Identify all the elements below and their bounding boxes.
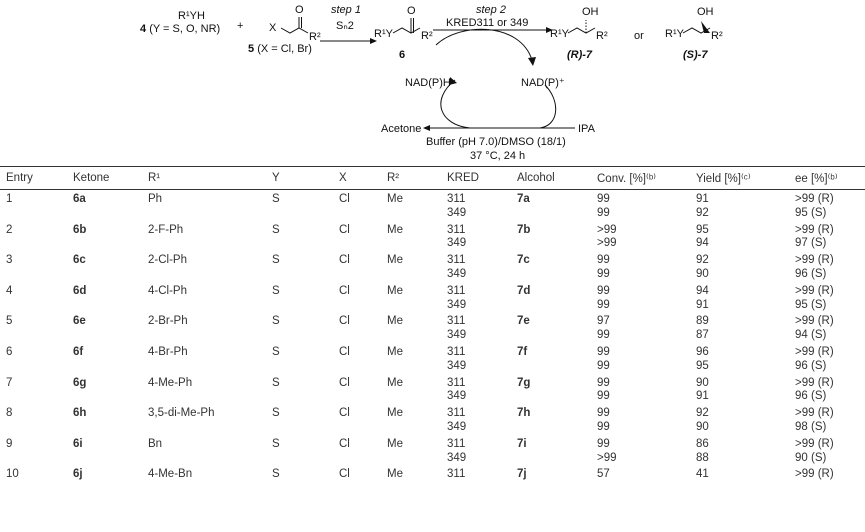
table-cell: 7 bbox=[6, 376, 13, 389]
table-cell: 349 bbox=[447, 267, 467, 280]
table-cell: >99 (R) bbox=[795, 223, 834, 236]
table-cell: Cl bbox=[339, 376, 350, 389]
halide-5-condition: (X = Cl, Br) bbox=[257, 43, 312, 55]
table-cell bbox=[67, 268, 142, 282]
table-row bbox=[0, 390, 865, 404]
table-cell: 6i bbox=[73, 437, 83, 450]
table-row bbox=[0, 343, 865, 360]
results-table bbox=[0, 166, 865, 482]
table-cell bbox=[511, 390, 591, 404]
table-row bbox=[0, 268, 865, 282]
table-cell: Bn bbox=[148, 437, 163, 450]
step1-label: step 1 bbox=[331, 4, 361, 16]
table-cell bbox=[381, 207, 441, 221]
table-cell bbox=[266, 207, 333, 221]
table-cell: Cl bbox=[339, 468, 350, 481]
table-cell bbox=[511, 237, 591, 251]
table-cell: 99 bbox=[597, 329, 610, 342]
table-cell: 99 bbox=[597, 298, 610, 311]
table-cell: 91 bbox=[696, 298, 709, 311]
table-cell: S bbox=[272, 468, 280, 481]
table-cell: 10 bbox=[6, 468, 19, 481]
table-cell: 91 bbox=[696, 390, 709, 403]
table-cell: S bbox=[272, 315, 280, 328]
table-cell: Me bbox=[387, 223, 403, 236]
table-cell: 7i bbox=[517, 437, 527, 450]
alcohol-r-r1y: R¹Y bbox=[550, 28, 569, 40]
column-header: KRED bbox=[441, 167, 511, 190]
table-row bbox=[0, 465, 865, 482]
table-cell: >99 (R) bbox=[795, 284, 834, 297]
table-cell: S bbox=[272, 193, 280, 205]
halide-oxygen: O bbox=[295, 4, 304, 16]
table-cell bbox=[67, 329, 142, 343]
table-cell: 4-Cl-Ph bbox=[148, 284, 187, 297]
table-cell bbox=[0, 329, 67, 343]
table-cell bbox=[142, 390, 266, 404]
table-cell: 99 bbox=[597, 390, 610, 403]
table-cell: 94 bbox=[696, 237, 709, 250]
table-row bbox=[0, 329, 865, 343]
table-cell: 311 bbox=[447, 193, 466, 205]
table-cell: S bbox=[272, 407, 280, 420]
table-cell bbox=[142, 299, 266, 313]
table-cell: 6c bbox=[73, 254, 86, 267]
table-cell: 94 (S) bbox=[795, 329, 827, 342]
table-cell: 91 bbox=[696, 193, 709, 205]
table-row bbox=[0, 282, 865, 299]
table-row bbox=[0, 221, 865, 238]
table-cell: >99 (R) bbox=[795, 407, 834, 420]
table-cell: >99 (R) bbox=[795, 193, 834, 205]
table-cell: 6b bbox=[73, 223, 87, 236]
table-cell bbox=[266, 329, 333, 343]
table-cell: 4-Me-Bn bbox=[148, 468, 193, 481]
table-cell bbox=[333, 299, 381, 313]
table-cell: >99 (R) bbox=[795, 376, 834, 389]
acetone-label: Acetone bbox=[381, 123, 422, 135]
table-cell bbox=[381, 452, 441, 466]
table-cell: 88 bbox=[696, 451, 709, 464]
table-cell bbox=[142, 421, 266, 435]
table-cell: S bbox=[272, 345, 280, 358]
table-cell: 7j bbox=[517, 468, 527, 481]
table-row bbox=[0, 251, 865, 268]
column-header: Conv. [%]⁽ᵇ⁾ bbox=[591, 167, 690, 190]
table-cell: 95 (S) bbox=[795, 206, 827, 219]
table-cell bbox=[333, 421, 381, 435]
table-cell bbox=[333, 268, 381, 282]
table-cell bbox=[333, 452, 381, 466]
table-cell bbox=[381, 299, 441, 313]
table-cell: 99 bbox=[597, 254, 610, 267]
table-cell: S bbox=[272, 254, 280, 267]
table-cell: 99 bbox=[597, 193, 610, 205]
alcohol-r-r2: R² bbox=[596, 30, 608, 42]
halide-5-number: 5 bbox=[248, 43, 255, 55]
table-row bbox=[0, 190, 865, 207]
table-cell: 3,5-di-Me-Ph bbox=[148, 407, 215, 420]
table-cell bbox=[381, 360, 441, 374]
table-cell bbox=[142, 329, 266, 343]
ketone-r1y: R¹Y bbox=[374, 28, 393, 40]
table-cell: 96 (S) bbox=[795, 359, 827, 372]
table-row bbox=[0, 435, 865, 452]
table-cell bbox=[511, 421, 591, 435]
table-cell: 7g bbox=[517, 376, 531, 389]
table-cell: Cl bbox=[339, 223, 350, 236]
table-cell: 86 bbox=[696, 437, 709, 450]
table-cell: 7b bbox=[517, 223, 531, 236]
table-cell: 349 bbox=[447, 359, 467, 372]
table-row bbox=[0, 299, 865, 313]
table-cell: Cl bbox=[339, 407, 350, 420]
table-cell bbox=[142, 452, 266, 466]
table-cell: Me bbox=[387, 254, 403, 267]
table-cell: 3 bbox=[6, 254, 13, 267]
table-cell: Me bbox=[387, 407, 403, 420]
table-cell bbox=[266, 360, 333, 374]
table-cell: Me bbox=[387, 376, 403, 389]
table-cell: Me bbox=[387, 284, 403, 297]
table-cell: 41 bbox=[696, 468, 709, 481]
table-cell: 87 bbox=[696, 329, 709, 342]
halide-5-label bbox=[248, 43, 312, 56]
table-cell bbox=[381, 390, 441, 404]
alcohol-s-oh: OH bbox=[697, 6, 714, 18]
table-cell bbox=[266, 452, 333, 466]
table-cell: Cl bbox=[339, 315, 350, 328]
table-cell: 6a bbox=[73, 193, 86, 205]
table-cell bbox=[511, 360, 591, 374]
table-cell: 7a bbox=[517, 193, 530, 205]
table-cell: 99 bbox=[597, 420, 610, 433]
table-cell bbox=[0, 360, 67, 374]
table-cell: 96 (S) bbox=[795, 267, 827, 280]
table-cell: 311 bbox=[447, 468, 466, 481]
table-cell: Ph bbox=[148, 193, 163, 205]
table-cell bbox=[333, 360, 381, 374]
table-cell: 4-Me-Ph bbox=[148, 376, 193, 389]
table-cell: Cl bbox=[339, 345, 350, 358]
table-cell: Me bbox=[387, 315, 403, 328]
table-cell: >99 bbox=[597, 223, 617, 236]
table-cell bbox=[67, 299, 142, 313]
table-cell bbox=[67, 360, 142, 374]
table-cell: 90 bbox=[696, 376, 709, 389]
table-cell: 6d bbox=[73, 284, 87, 297]
table-cell: 349 bbox=[447, 329, 467, 342]
table-cell: >99 (R) bbox=[795, 437, 834, 450]
table-cell: 99 bbox=[597, 359, 610, 372]
column-header: R¹ bbox=[142, 167, 266, 190]
table-cell bbox=[333, 207, 381, 221]
buffer-label: Buffer (pH 7.0)/DMSO (18/1) bbox=[426, 136, 566, 148]
table-cell bbox=[0, 207, 67, 221]
table-cell: S bbox=[272, 376, 280, 389]
reagent-4-number: 4 bbox=[140, 23, 147, 35]
table-cell bbox=[381, 268, 441, 282]
table-row bbox=[0, 312, 865, 329]
table-cell: 99 bbox=[597, 206, 610, 219]
table-cell: 8 bbox=[6, 407, 13, 420]
table-cell: Me bbox=[387, 437, 403, 450]
table-cell: 6j bbox=[73, 468, 83, 481]
table-cell: Me bbox=[387, 468, 403, 481]
reagent-4-formula: R¹YH bbox=[178, 10, 205, 22]
table-cell bbox=[67, 207, 142, 221]
table-cell bbox=[511, 329, 591, 343]
table-cell bbox=[511, 207, 591, 221]
table-cell: >99 (R) bbox=[795, 345, 834, 358]
table-cell: >99 bbox=[597, 451, 617, 464]
table-cell: S bbox=[272, 284, 280, 297]
table-cell: 349 bbox=[447, 451, 467, 464]
table-cell: 90 bbox=[696, 267, 709, 280]
table-cell bbox=[381, 329, 441, 343]
table-row bbox=[0, 207, 865, 221]
alcohol-r-label: (R)-7 bbox=[567, 49, 593, 61]
table-cell: Cl bbox=[339, 254, 350, 267]
table-cell bbox=[266, 299, 333, 313]
ketone-6-number: 6 bbox=[399, 49, 406, 61]
table-cell: Me bbox=[387, 345, 403, 358]
table-cell: 349 bbox=[447, 206, 467, 219]
table-cell bbox=[266, 268, 333, 282]
halide-r2: R² bbox=[309, 31, 321, 43]
table-cell: 7h bbox=[517, 407, 531, 420]
kred-label: KRED311 or 349 bbox=[446, 17, 529, 29]
table-cell: Me bbox=[387, 193, 403, 205]
table-cell bbox=[381, 237, 441, 251]
table-cell: 311 bbox=[447, 315, 466, 328]
table-cell: 57 bbox=[597, 468, 610, 481]
table-cell bbox=[142, 207, 266, 221]
column-header: ee [%]⁽ᵇ⁾ bbox=[789, 167, 865, 190]
table-cell bbox=[511, 452, 591, 466]
table-cell bbox=[67, 390, 142, 404]
table-cell bbox=[333, 237, 381, 251]
table-cell: 9 bbox=[6, 437, 13, 450]
table-cell: 311 bbox=[447, 376, 466, 389]
table-row bbox=[0, 452, 865, 466]
table-cell: 99 bbox=[597, 437, 610, 450]
table-cell: 7c bbox=[517, 254, 530, 267]
table-cell: 6g bbox=[73, 376, 87, 389]
ketone-oxygen: O bbox=[407, 5, 416, 17]
table-cell: 95 (S) bbox=[795, 298, 827, 311]
table-cell: 7d bbox=[517, 284, 531, 297]
table-cell: >99 bbox=[597, 237, 617, 250]
table-cell: 99 bbox=[597, 345, 610, 358]
table-cell: Cl bbox=[339, 437, 350, 450]
table-body bbox=[0, 190, 865, 483]
table-row bbox=[0, 374, 865, 391]
table-cell: >99 (R) bbox=[795, 315, 834, 328]
table-cell: 311 bbox=[447, 223, 466, 236]
table-cell: 2-Cl-Ph bbox=[148, 254, 187, 267]
table-row bbox=[0, 404, 865, 421]
table-cell: 92 bbox=[696, 254, 709, 267]
table-cell bbox=[0, 421, 67, 435]
table-cell: >99 (R) bbox=[795, 468, 834, 481]
halide-x: X bbox=[269, 22, 277, 34]
table-cell: 2 bbox=[6, 223, 13, 236]
alcohol-s-r2: R² bbox=[711, 30, 723, 42]
table-cell: S bbox=[272, 437, 280, 450]
table-cell: 99 bbox=[597, 407, 610, 420]
ketone-r2: R² bbox=[421, 30, 433, 42]
table-cell: 349 bbox=[447, 390, 467, 403]
table-cell: 96 bbox=[696, 345, 709, 358]
column-header: Yield [%]⁽ᶜ⁾ bbox=[690, 167, 789, 190]
column-header: X bbox=[333, 167, 381, 190]
table-cell bbox=[142, 360, 266, 374]
table-cell: 311 bbox=[447, 345, 466, 358]
table-cell: 95 bbox=[696, 223, 709, 236]
table-cell: 99 bbox=[597, 284, 610, 297]
table-header-row bbox=[0, 167, 865, 190]
table-cell: 89 bbox=[696, 315, 709, 328]
table-cell bbox=[511, 268, 591, 282]
table-cell: 349 bbox=[447, 298, 467, 311]
table-cell: 97 (S) bbox=[795, 237, 827, 250]
table-cell bbox=[381, 421, 441, 435]
table-cell: 94 bbox=[696, 284, 709, 297]
table-cell: 92 bbox=[696, 206, 709, 219]
nadp-label: NAD(P)⁺ bbox=[521, 77, 565, 89]
table-row bbox=[0, 360, 865, 374]
table-cell: 6 bbox=[6, 345, 13, 358]
table-row bbox=[0, 237, 865, 251]
table-cell: 98 (S) bbox=[795, 420, 827, 433]
table-cell: 90 (S) bbox=[795, 451, 827, 464]
or-text: or bbox=[634, 30, 644, 42]
column-header: Alcohol bbox=[511, 167, 591, 190]
table-cell bbox=[0, 452, 67, 466]
reaction-scheme bbox=[0, 0, 865, 165]
table-cell bbox=[67, 421, 142, 435]
table-cell: 4 bbox=[6, 284, 13, 297]
table-cell bbox=[266, 237, 333, 251]
reagent-4-condition: (Y = S, O, NR) bbox=[149, 23, 221, 35]
column-header: Ketone bbox=[67, 167, 142, 190]
table-cell: 2-F-Ph bbox=[148, 223, 184, 236]
table-cell: 311 bbox=[447, 254, 466, 267]
table-cell: 349 bbox=[447, 237, 467, 250]
table-cell: 7e bbox=[517, 315, 530, 328]
table-cell bbox=[511, 299, 591, 313]
table-cell: 7f bbox=[517, 345, 528, 358]
plus-sign: + bbox=[237, 20, 244, 32]
table-cell bbox=[333, 390, 381, 404]
table-cell: 4-Br-Ph bbox=[148, 345, 188, 358]
table-cell: 99 bbox=[597, 267, 610, 280]
table-row bbox=[0, 421, 865, 435]
table-cell bbox=[0, 237, 67, 251]
column-header: Entry bbox=[0, 167, 67, 190]
table-cell: Cl bbox=[339, 193, 350, 205]
table-cell bbox=[67, 452, 142, 466]
table-cell bbox=[142, 268, 266, 282]
table-cell: >99 (R) bbox=[795, 254, 834, 267]
table-cell: Cl bbox=[339, 284, 350, 297]
table-cell: 1 bbox=[6, 193, 13, 205]
table-cell bbox=[142, 237, 266, 251]
temperature-label: 37 °C, 24 h bbox=[470, 150, 526, 162]
table-cell: 99 bbox=[597, 376, 610, 389]
table-cell bbox=[266, 390, 333, 404]
table-cell: 95 bbox=[696, 359, 709, 372]
ipa-label: IPA bbox=[578, 123, 595, 135]
table-cell: 90 bbox=[696, 420, 709, 433]
reagent-4-label bbox=[140, 23, 220, 36]
table-cell bbox=[266, 421, 333, 435]
table-cell: 97 bbox=[597, 315, 610, 328]
alcohol-s-r1y: R¹Y bbox=[665, 28, 684, 40]
sn2-label: Sₙ2 bbox=[336, 20, 354, 32]
table-cell: 311 bbox=[447, 407, 466, 420]
table-cell bbox=[333, 329, 381, 343]
table-cell bbox=[67, 237, 142, 251]
table-cell: S bbox=[272, 223, 280, 236]
table-cell: 6f bbox=[73, 345, 84, 358]
column-header: Y bbox=[266, 167, 333, 190]
table-cell bbox=[0, 268, 67, 282]
table-cell: 92 bbox=[696, 407, 709, 420]
table-cell: 311 bbox=[447, 437, 466, 450]
table-cell: 2-Br-Ph bbox=[148, 315, 188, 328]
table-cell: 6e bbox=[73, 315, 86, 328]
table-cell: 349 bbox=[447, 420, 467, 433]
table-cell: 311 bbox=[447, 284, 466, 297]
column-header: R² bbox=[381, 167, 441, 190]
alcohol-r-oh: OH bbox=[582, 6, 599, 18]
table-cell: 96 (S) bbox=[795, 390, 827, 403]
table-cell: 5 bbox=[6, 315, 13, 328]
table-cell bbox=[0, 299, 67, 313]
step2-label: step 2 bbox=[476, 4, 506, 16]
table-cell bbox=[0, 390, 67, 404]
nadph-label: NAD(P)H bbox=[405, 77, 451, 89]
table-cell: 6h bbox=[73, 407, 87, 420]
alcohol-s-label: (S)-7 bbox=[683, 49, 708, 61]
